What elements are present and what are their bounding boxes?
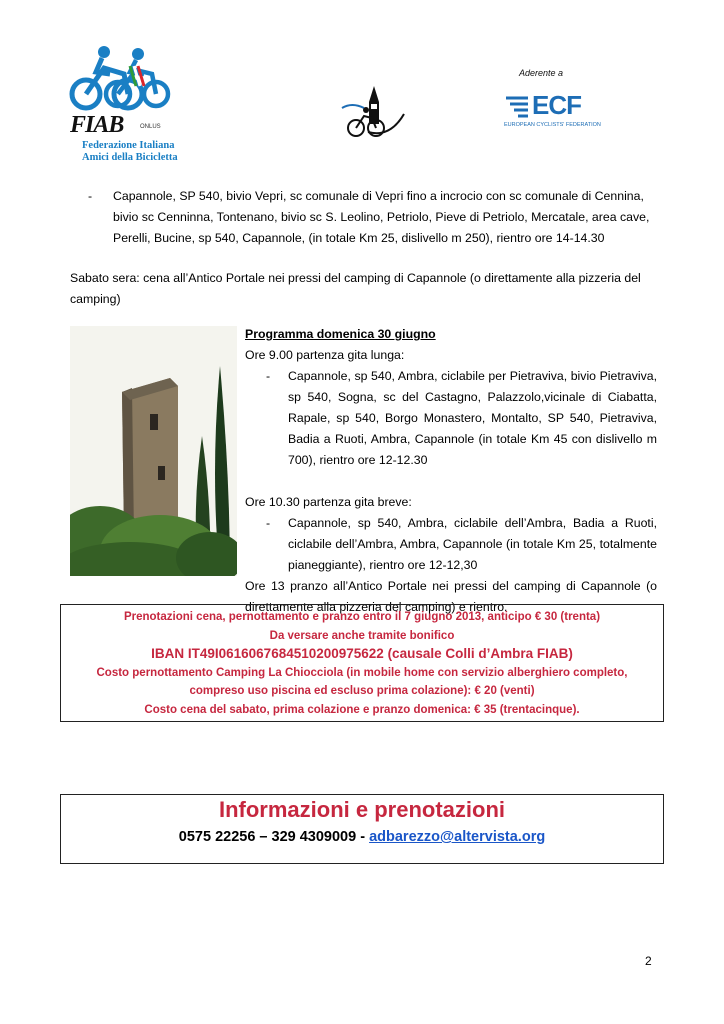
route-line-1: Capannole, SP 540, bivio Vepri, sc comunale di Vepri fino a incrocio con sc comunale di Cennina,: [113, 189, 644, 203]
saturday-route: [88, 186, 668, 249]
booking-line-6: Costo cena del sabato, prima colazione e pranzo domenica: € 35 (trentacinque).: [144, 703, 580, 716]
fiab-caption-line2: Amici della Bicicletta: [82, 152, 178, 163]
club-logo: [338, 84, 408, 140]
fiab-logo: [66, 44, 176, 164]
ecf-wordmark: ECF: [532, 90, 581, 120]
ecf-wings-icon: [504, 92, 532, 122]
fiab-onlus-label: ONLUS: [140, 124, 161, 130]
bell-tower-cyclist-icon: [338, 84, 408, 140]
long-ride-item: [266, 366, 657, 471]
short-ride-route: Capannole, sp 540, Ambra, ciclabile dell’Ambra, Badia a Ruoti, ciclabile dell’Ambra, Ambra, Capannole (in totale Km 25, totalmente pianeggiante), rientro ore 12-12,30: [288, 516, 657, 572]
short-ride-heading: Ore 10.30 partenza gita breve:: [245, 495, 412, 509]
booking-line-2: Da versare anche tramite bonifico: [269, 629, 455, 642]
info-contacts: [61, 829, 663, 845]
ecf-caption: EUROPEAN CYCLISTS' FEDERATION: [504, 122, 601, 128]
short-ride-item: [266, 513, 657, 576]
route-line-3: Perelli, Bucine, sp 540, Capannole, (in totale Km 25, dislivello m 250), rientro ore 14-14.30: [113, 231, 605, 245]
sunday-title: Programma domenica 30 giugno: [245, 327, 436, 341]
sunday-programme: [245, 324, 657, 618]
route-line-2: bivio sc Cenninna, Tontenano, bivio sc S. Leolino, Petriolo, Pieve di Petriolo, Mercatale, area cave,: [113, 210, 650, 224]
cyclists-icon: [66, 44, 176, 114]
info-phones: 0575 22256 – 329 4309009 -: [178, 829, 370, 845]
booking-iban: IBAN IT49I0616067684510200975622 (causale Colli d’Ambra FIAB): [151, 646, 573, 661]
booking-line-1: Prenotazioni cena, pernottamento e pranzo entro il 7 giugno 2013, anticipo € 30 (trenta): [123, 611, 601, 623]
lunch-note: Ore 13 pranzo all’Antico Portale nei pressi del camping di Capannole (o direttamente alla pizzeria del camping) e rientro.: [245, 579, 657, 614]
page-number: 2: [645, 954, 652, 968]
fiab-wordmark: FIAB: [70, 112, 124, 138]
booking-line-5: compreso uso piscina ed escluso prima colazione): € 20 (venti): [189, 685, 535, 697]
fiab-caption-line1: Federazione Italiana: [82, 140, 175, 151]
ecf-logo: [504, 90, 614, 136]
email-link[interactable]: adbarezzo@altervista.org: [369, 829, 546, 845]
adherent-label: Aderente a: [519, 68, 564, 78]
route-bullet: -: [88, 189, 93, 203]
info-title: Informazioni e prenotazioni: [218, 797, 505, 822]
booking-line-4: Costo pernottamento Camping La Chiocciola (in mobile home con servizio alberghiero completo,: [96, 666, 628, 679]
long-ride-route: Capannole, sp 540, Ambra, ciclabile per Pietraviva, bivio Pietraviva, sp 540, Sogna, sc del Castagno, Palazzolo,vicinale di Ciabatta, Rapale, sp 540, Borgo Monastero, Montalto, SP 540, Pietraviva, Badia a Ruoti, Ambra, Capannole (in totale Km 45 con dislivello m 700), rientro ore 12-12.30: [288, 369, 657, 467]
tower-photo: [70, 326, 237, 576]
contact-info-box: [60, 794, 664, 864]
long-ride-heading: Ore 9.00 partenza gita lunga:: [245, 348, 405, 362]
short-ride-dash: -: [266, 516, 271, 530]
long-ride-dash: -: [266, 369, 271, 383]
saturday-evening-note: Sabato sera: cena all’Antico Portale nei pressi del camping di Capannole (o direttamente alla pizzeria del camping): [70, 271, 641, 306]
booking-info-box: [60, 604, 664, 722]
